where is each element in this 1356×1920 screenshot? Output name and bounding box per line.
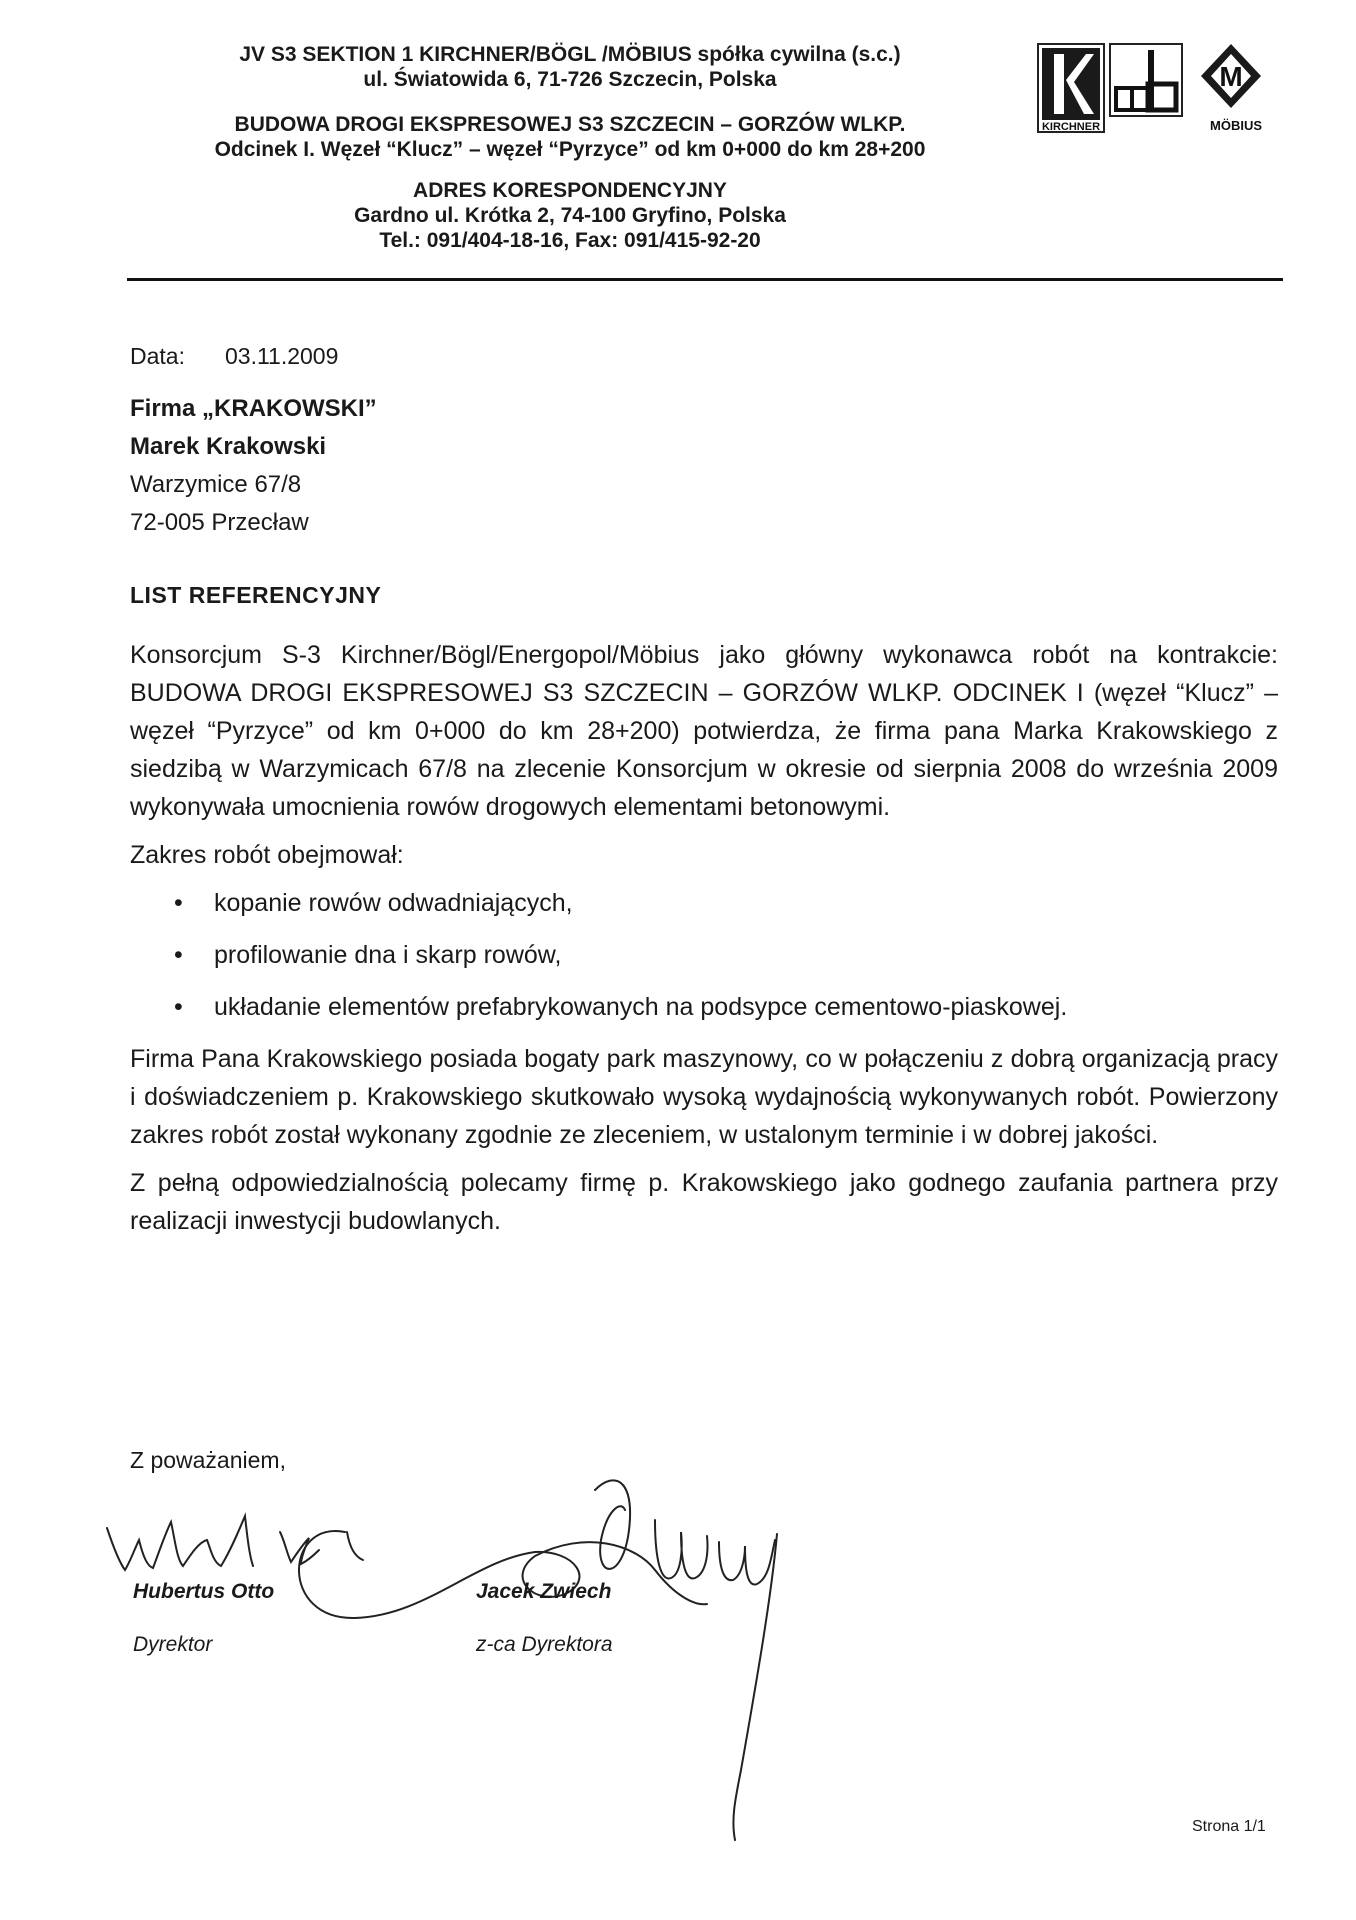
header-line-corr-address: Gardno ul. Krótka 2, 74-100 Gryfino, Polska [354,204,786,227]
body-paragraph-3: Firma Pana Krakowskiego posiada bogaty park maszynowy, co w połączeniu z dobrą organizacją pracy i doświadczeniem p. Krakowskiego skutkowało wysoką wydajnością wykonywanych robót. Powierzony zakres robót został wykonany zgodnie ze zleceniem, w ustalonym terminie i w dobrej jakości. [130,1045,1278,1149]
list-item [130,936,1278,974]
header-line-company: JV S3 SEKTION 1 KIRCHNER/BÖGL /MÖBIUS spółka cywilna (s.c.) [239,43,901,66]
letter-body [130,636,1278,1250]
bullet: • [174,889,183,917]
signatory-2-name: Jacek Zwiech [476,1580,612,1603]
header-line-project: BUDOWA DROGI EKSPRESOWEJ S3 SZCZECIN – GORZÓW WLKP. [234,113,906,136]
kirchner-label: KIRCHNER [1041,121,1101,133]
company-header [120,42,1020,92]
bullet: • [174,941,183,969]
body-paragraph-1: Konsorcjum S-3 Kirchner/Bögl/Energopol/Möbius jako główny wykonawca robót na kontrakcie: BUDOWA DROGI EKSPRESOWEJ S3 SZCZECIN – GORZÓW WLKP. ODCINEK I (węzeł “Klucz” – węzeł “Pyrzyce” od km 0+000 do km 28+200) potwierdza, że firma pana Marka Krakowskiego z siedzibą w Warzymicach 67/8 na zlecenie Konsorcjum w okresie od sierpnia 2008 do września 2009 wykonywała umocnienia rowów drogowych elementami betonowymi. [130,641,1278,821]
kirchner-logo [1038,44,1104,133]
date-label: Data: [130,343,185,369]
list-item-text: profilowanie dna i skarp rowów, [214,941,562,969]
recipient-name: Marek Krakowski [130,433,327,460]
letter-subject: LIST REFERENCYJNY [130,582,382,608]
date-value: 03.11.2009 [224,343,339,369]
date-line [130,343,338,370]
header-line-correspondence: ADRES KORESPONDENCYJNY [413,179,727,202]
list-item [130,884,1278,922]
project-header [120,112,1020,162]
mobius-label: MÖBIUS [1210,118,1262,133]
header-divider [127,278,1283,281]
mobius-logo [1201,44,1262,133]
list-item-text: kopanie rowów odwadniających, [214,889,573,917]
header-line-address: ul. Światowida 6, 71-726 Szczecin, Polska [363,68,777,91]
recipient-address [130,390,377,542]
header-line-section: Odcinek I. Węzeł “Klucz” – węzeł “Pyrzyce” od km 0+000 do km 28+200 [214,138,926,161]
closing-salutation: Z poważaniem, [130,1447,286,1473]
signatory-1-role: Dyrektor [133,1633,213,1656]
bogl-logo [1110,44,1182,116]
signatory-1-name: Hubertus Otto [133,1580,275,1603]
recipient-company: Firma „KRAKOWSKI” [130,395,377,422]
correspondence-header [120,178,1020,253]
recipient-city: 72-005 Przecław [130,509,309,536]
list-item-text: układanie elementów prefabrykowanych na podsypce cementowo-piaskowej. [214,993,1068,1021]
page-number: Strona 1/1 [1192,1818,1266,1835]
scope-list [130,884,1278,1026]
signature-zwiech [299,1480,777,1840]
mobius-letter: M [1219,61,1243,92]
body-paragraph-4: Z pełną odpowiedzialnością polecamy firmę p. Krakowskiego jako godnego zaufania partnera przy realizacji inwestycji budowlanych. [130,1169,1278,1235]
body-paragraph-2: Zakres robót obejmował: [130,841,404,869]
recipient-street: Warzymice 67/8 [130,471,302,498]
bullet: • [174,993,183,1021]
company-logos [1036,40,1276,150]
list-item [130,988,1278,1026]
header-line-phone: Tel.: 091/404-18-16, Fax: 091/415-92-20 [379,229,761,252]
signatory-2-role: z-ca Dyrektora [476,1633,613,1656]
handwritten-signatures [95,1470,795,1850]
signature-otto [107,1516,363,1570]
